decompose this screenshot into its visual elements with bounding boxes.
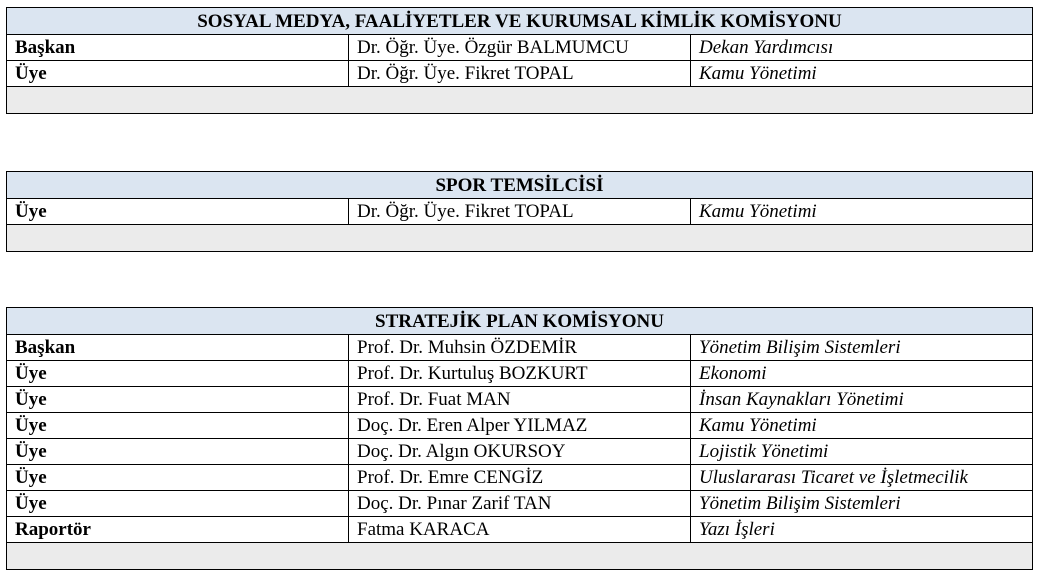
committee-title: SPOR TEMSİLCİSİ <box>7 172 1033 199</box>
committee-title-row <box>7 172 1033 199</box>
member-role: Başkan <box>7 35 349 61</box>
member-row <box>7 199 1033 225</box>
member-role: Üye <box>7 413 349 439</box>
committee-title: STRATEJİK PLAN KOMİSYONU <box>7 308 1033 335</box>
member-department: Ekonomi <box>691 361 1033 387</box>
member-role: Raportör <box>7 517 349 543</box>
committee-title-row <box>7 8 1033 35</box>
member-row <box>7 517 1033 543</box>
member-department: Yönetim Bilişim Sistemleri <box>691 491 1033 517</box>
member-department: Uluslararası Ticaret ve İşletmecilik <box>691 465 1033 491</box>
member-role: Başkan <box>7 335 349 361</box>
member-role: Üye <box>7 439 349 465</box>
committee-table-strategic-plan <box>6 307 1033 570</box>
member-role: Üye <box>7 491 349 517</box>
member-name: Prof. Dr. Emre CENGİZ <box>349 465 691 491</box>
empty-cell <box>7 543 1033 570</box>
member-department: Kamu Yönetimi <box>691 199 1033 225</box>
member-name: Fatma KARACA <box>349 517 691 543</box>
member-row <box>7 465 1033 491</box>
member-name: Doç. Dr. Algın OKURSOY <box>349 439 691 465</box>
empty-row <box>7 87 1033 114</box>
member-row <box>7 361 1033 387</box>
committee-title-row <box>7 308 1033 335</box>
empty-row <box>7 225 1033 252</box>
committee-title: SOSYAL MEDYA, FAALİYETLER VE KURUMSAL KİMLİK KOMİSYONU <box>7 8 1033 35</box>
member-role: Üye <box>7 199 349 225</box>
member-name: Doç. Dr. Pınar Zarif TAN <box>349 491 691 517</box>
member-department: Kamu Yönetimi <box>691 61 1033 87</box>
member-name: Dr. Öğr. Üye. Özgür BALMUMCU <box>349 35 691 61</box>
member-department: Dekan Yardımcısı <box>691 35 1033 61</box>
member-row <box>7 413 1033 439</box>
member-row <box>7 439 1033 465</box>
member-name: Prof. Dr. Muhsin ÖZDEMİR <box>349 335 691 361</box>
member-name: Doç. Dr. Eren Alper YILMAZ <box>349 413 691 439</box>
member-name: Prof. Dr. Fuat MAN <box>349 387 691 413</box>
empty-row <box>7 543 1033 570</box>
member-department: Yönetim Bilişim Sistemleri <box>691 335 1033 361</box>
member-name: Prof. Dr. Kurtuluş BOZKURT <box>349 361 691 387</box>
empty-cell <box>7 87 1033 114</box>
member-department: İnsan Kaynakları Yönetimi <box>691 387 1033 413</box>
member-department: Lojistik Yönetimi <box>691 439 1033 465</box>
member-role: Üye <box>7 61 349 87</box>
member-name: Dr. Öğr. Üye. Fikret TOPAL <box>349 199 691 225</box>
member-row <box>7 387 1033 413</box>
empty-cell <box>7 225 1033 252</box>
member-role: Üye <box>7 361 349 387</box>
member-role: Üye <box>7 387 349 413</box>
member-row <box>7 335 1033 361</box>
member-row <box>7 61 1033 87</box>
member-role: Üye <box>7 465 349 491</box>
member-row <box>7 491 1033 517</box>
member-department: Yazı İşleri <box>691 517 1033 543</box>
member-row <box>7 35 1033 61</box>
committee-table-sports <box>6 171 1033 252</box>
member-name: Dr. Öğr. Üye. Fikret TOPAL <box>349 61 691 87</box>
committee-table-social-media <box>6 7 1033 114</box>
member-department: Kamu Yönetimi <box>691 413 1033 439</box>
